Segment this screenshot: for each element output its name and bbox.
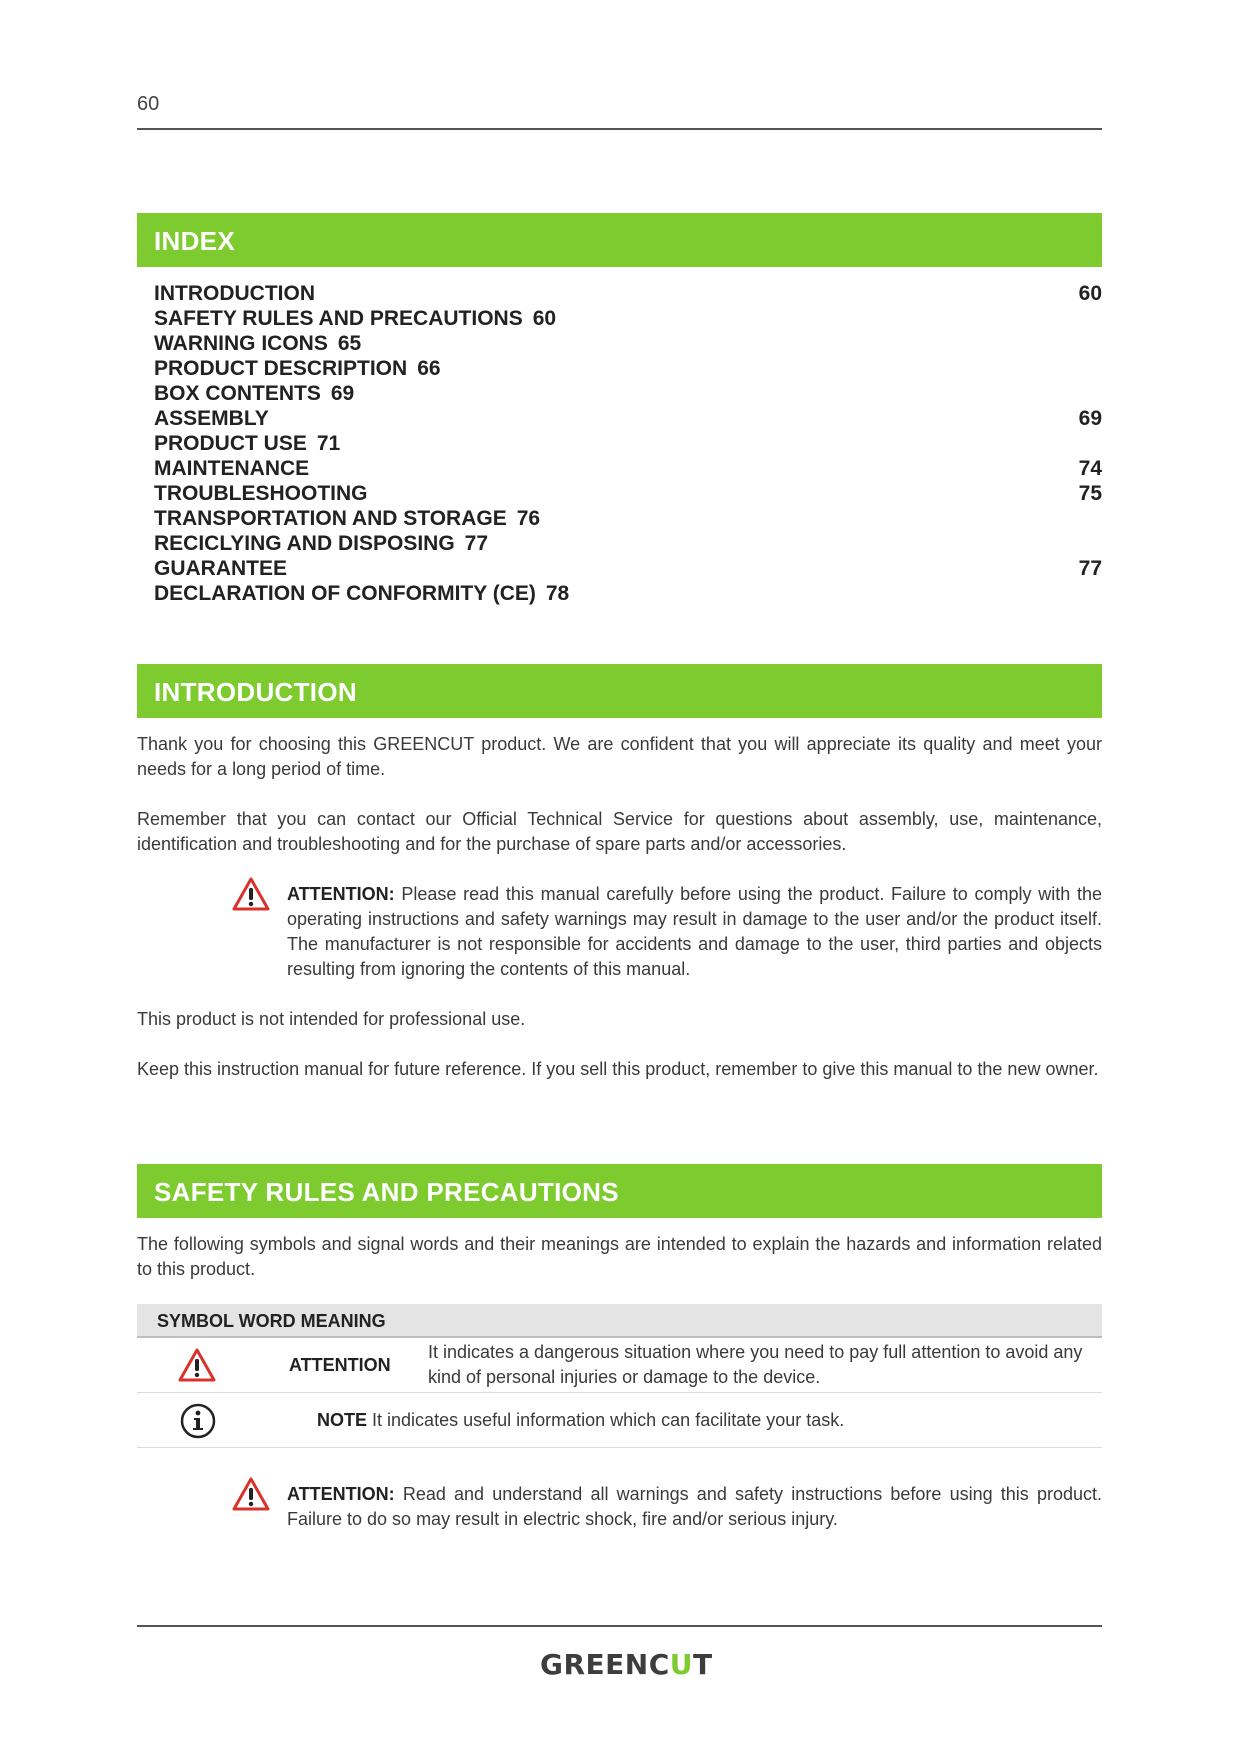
info-icon xyxy=(179,1402,217,1445)
toc-entry-page: 75 xyxy=(1078,482,1102,505)
intro-paragraph-1: Thank you for choosing this GREENCUT product. We are confident that you will appreciate its quality and meet your needs for a long period of time. xyxy=(137,734,1102,779)
toc-entry-title: DECLARATION OF CONFORMITY (CE) xyxy=(154,582,536,605)
table-row-attention xyxy=(137,1338,1102,1393)
toc-entry-page: 69 xyxy=(1078,407,1102,430)
toc-entry xyxy=(154,531,1102,556)
toc-entry xyxy=(154,306,1102,331)
toc-entry xyxy=(154,406,1102,431)
warning-triangle-icon xyxy=(177,1347,217,1388)
intro-paragraph-2: Remember that you can contact our Official Technical Service for questions about assembly, use, maintenance, identification and troubleshooting and for the purchase of spare parts and/or accessories. xyxy=(137,809,1102,854)
page-number: 60 xyxy=(137,93,160,115)
toc-entry xyxy=(154,481,1102,506)
attention-meaning: It indicates a dangerous situation where you need to pay full attention to avoid any kind of personal injuries or damage to the device. xyxy=(428,1342,1083,1387)
safety-paragraph-1: The following symbols and signal words and their meanings are intended to explain the hazards and information related to this product. xyxy=(137,1234,1102,1279)
attention-label: ATTENTION: xyxy=(287,884,395,904)
toc-entry-title: SAFETY RULES AND PRECAUTIONS xyxy=(154,307,523,330)
toc-entry-page: 71 xyxy=(316,432,341,455)
toc-entry-page: 77 xyxy=(1078,557,1102,580)
toc-entry-title: TRANSPORTATION AND STORAGE xyxy=(154,507,507,530)
symbol-table-header: SYMBOL WORD MEANING xyxy=(137,1304,1102,1338)
warning-triangle-icon xyxy=(231,1476,271,1512)
toc-entry xyxy=(154,331,1102,356)
attention-text: Read and understand all warnings and safety instructions before using this product. Failure to do so may result in electric shock, fire and/or serious injury. xyxy=(287,1484,1102,1529)
table-of-contents xyxy=(154,281,1102,606)
safety-attention-notice xyxy=(287,1482,1102,1532)
attention-word: ATTENTION xyxy=(289,1355,391,1375)
note-meaning: It indicates useful information which can facilitate your task. xyxy=(372,1410,845,1430)
note-word: NOTE xyxy=(317,1410,368,1430)
toc-entry-page: 76 xyxy=(516,507,541,530)
toc-entry xyxy=(154,581,1102,606)
toc-entry xyxy=(154,506,1102,531)
toc-entry-page: 60 xyxy=(1078,282,1102,305)
toc-entry-title: MAINTENANCE xyxy=(154,457,310,480)
table-row-note xyxy=(137,1393,1102,1448)
toc-entry xyxy=(154,281,1102,306)
index-heading: INDEX xyxy=(137,213,1102,267)
greencut-logo: GREENCUT xyxy=(540,1648,713,1681)
toc-entry-page: 66 xyxy=(417,357,441,380)
attention-text: Please read this manual carefully before using the product. Failure to comply with the operating instructions and safety warnings may result in damage to the user and/or the product itself. The manufacturer is not responsible for accidents and damage to the user, third parties and objects resulting from ignoring the contents of this manual. xyxy=(287,884,1102,979)
header-divider xyxy=(137,128,1102,130)
footer-divider xyxy=(137,1625,1102,1627)
toc-entry-title: GUARANTEE xyxy=(154,557,288,580)
attention-label: ATTENTION: xyxy=(287,1484,395,1504)
safety-heading: SAFETY RULES AND PRECAUTIONS xyxy=(137,1164,1102,1218)
toc-entry xyxy=(154,556,1102,581)
toc-entry-page: 69 xyxy=(330,382,355,405)
toc-entry-page: 74 xyxy=(1078,457,1102,480)
toc-entry xyxy=(154,381,1102,406)
symbol-table xyxy=(137,1304,1102,1448)
toc-entry-title: BOX CONTENTS xyxy=(154,382,321,405)
toc-entry-page: 77 xyxy=(464,532,489,555)
toc-entry-title: PRODUCT USE xyxy=(154,432,307,455)
toc-entry-title: PRODUCT DESCRIPTION xyxy=(154,357,408,380)
toc-entry-title: WARNING ICONS xyxy=(154,332,328,355)
introduction-heading: INTRODUCTION xyxy=(137,664,1102,718)
intro-paragraph-4: Keep this instruction manual for future reference. If you sell this product, remember to give this manual to the new owner. xyxy=(137,1059,1099,1079)
toc-entry-title: TROUBLESHOOTING xyxy=(154,482,368,505)
toc-entry-page: 60 xyxy=(532,307,557,330)
toc-entry-page: 65 xyxy=(337,332,362,355)
toc-entry-title: INTRODUCTION xyxy=(154,282,315,305)
intro-attention-notice xyxy=(287,882,1102,982)
toc-entry xyxy=(154,356,1102,381)
intro-paragraph-3: This product is not intended for professional use. xyxy=(137,1009,526,1029)
toc-entry xyxy=(154,456,1102,481)
toc-entry-title: RECICLYING AND DISPOSING xyxy=(154,532,455,555)
toc-entry-title: ASSEMBLY xyxy=(154,407,269,430)
toc-entry xyxy=(154,431,1102,456)
warning-triangle-icon xyxy=(231,876,271,912)
note-definition xyxy=(317,1393,844,1447)
toc-entry-page: 78 xyxy=(545,582,570,605)
